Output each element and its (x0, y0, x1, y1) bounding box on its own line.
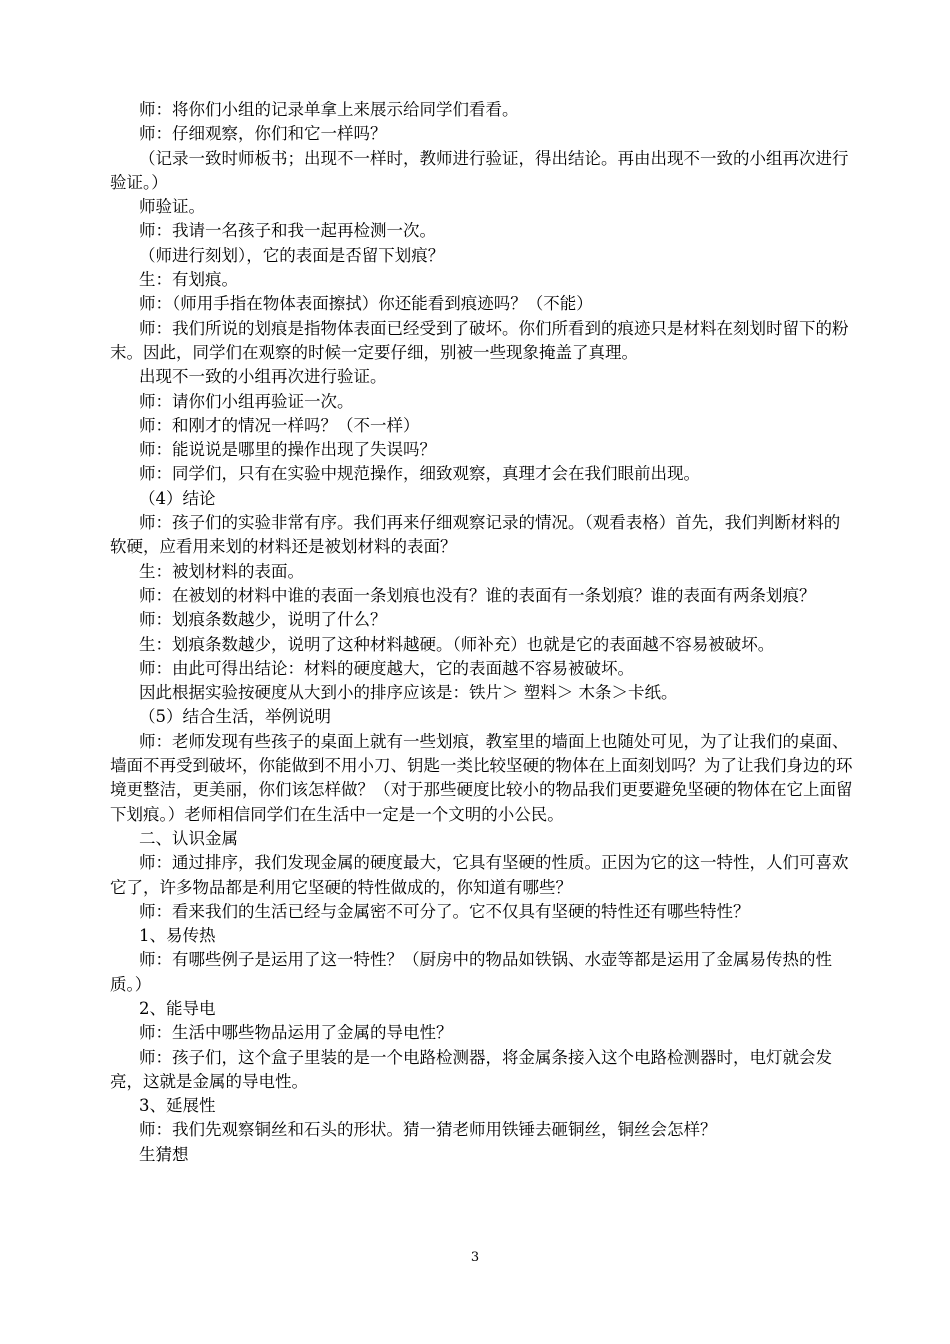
paragraph: 生：被划材料的表面。 (139, 561, 304, 581)
paragraph: 师：老师发现有些孩子的桌面上就有一些划痕，教室里的墙面上也随处可见，为了让我们的桌面、墙面不再受到破坏，你能做到不用小刀、钥匙一类比较坚硬的物体在上面刻划吗？为了让我们身边的环境更整洁，更美丽，你们该怎样做？（对于那些硬度比较小的物品我们更要避免坚硬的物体在它上面留下划痕。）老师相信同学们在生活中一定是一个文明的小公民。 (110, 731, 853, 824)
paragraph: 师：由此可得出结论：材料的硬度越大，它的表面越不容易被破坏。 (139, 658, 634, 678)
paragraph: 二、认识金属 (139, 828, 238, 848)
paragraph: 师：请你们小组再验证一次。 (139, 391, 354, 411)
paragraph: 师：将你们小组的记录单拿上来展示给同学们看看。 (139, 100, 519, 119)
paragraph: （5）结合生活，举例说明 (139, 707, 331, 727)
page-number: 3 (470, 1250, 480, 1265)
paragraph: 师：看来我们的生活已经与金属密不可分了。它不仅具有坚硬的特性还有哪些特性？ (139, 901, 750, 921)
paragraph: 生猜想 (139, 1144, 189, 1164)
paragraph: 师：能说说是哪里的操作出现了失误吗？ (139, 440, 436, 460)
paragraph: 师：我请一名孩子和我一起再检测一次。 (139, 221, 436, 241)
paragraph: 师：同学们，只有在实验中规范操作，细致观察，真理才会在我们眼前出现。 (139, 464, 700, 484)
paragraph: 因此根据实验按硬度从大到小的排序应该是：铁片＞ 塑料＞ 木条＞卡纸。 (139, 683, 678, 703)
paragraph: 1、易传热 (139, 926, 216, 946)
paragraph: 师：生活中哪些物品运用了金属的导电性？ (139, 1023, 453, 1043)
paragraph: （师进行刻划），它的表面是否留下划痕？ (139, 245, 445, 265)
paragraph: 生：划痕条数越少，说明了这种材料越硬。（师补充）也就是它的表面越不容易被破坏。 (139, 634, 775, 654)
paragraph: 师：有哪些例子是运用了这一特性？（厨房中的物品如铁锅、水壶等都是运用了金属易传热的性质。） (110, 950, 832, 994)
paragraph: （4）结论 (139, 488, 216, 508)
paragraph: 师：在被划的材料中谁的表面一条划痕也没有？谁的表面有一条划痕？谁的表面有两条划痕？ (139, 585, 816, 605)
paragraph: 出现不一致的小组再次进行验证。 (139, 367, 387, 387)
paragraph: 师：我们先观察铜丝和石头的形状。猜一猜老师用铁锤去砸铜丝，铜丝会怎样？ (139, 1120, 717, 1140)
paragraph: （记录一致时师板书；出现不一样时，教师进行验证，得出结论。再由出现不一致的小组再次进行验证。） (110, 148, 849, 192)
document-body (110, 98, 855, 1167)
paragraph: 师：孩子们的实验非常有序。我们再来仔细观察记录的情况。（观看表格）首先，我们判断材料的软硬，应看用来划的材料还是被划材料的表面？ (110, 513, 841, 557)
paragraph: 师：通过排序，我们发现金属的硬度最大，它具有坚硬的性质。正因为它的这一特性，人们可喜欢它了，许多物品都是利用它坚硬的特性做成的，你知道有哪些？ (110, 853, 849, 897)
paragraph: 师验证。 (139, 197, 205, 217)
paragraph: 师：和刚才的情况一样吗？（不一样） (139, 415, 420, 435)
paragraph: 3、延展性 (139, 1096, 216, 1116)
paragraph: 生：有划痕。 (139, 270, 238, 290)
paragraph: 师：孩子们，这个盒子里装的是一个电路检测器，将金属条接入这个电路检测器时，电灯就会发亮，这就是金属的导电性。 (110, 1047, 832, 1091)
paragraph: 师：仔细观察，你们和它一样吗？ (139, 124, 387, 144)
paragraph: 师：划痕条数越少，说明了什么？ (139, 610, 387, 630)
paragraph: 师：（师用手指在物体表面擦拭）你还能看到痕迹吗？（不能） (139, 294, 593, 314)
paragraph: 2、能导电 (139, 998, 216, 1018)
paragraph: 师：我们所说的划痕是指物体表面已经受到了破坏。你们所看到的痕迹只是材料在刻划时留下的粉末。因此，同学们在观察的时候一定要仔细，别被一些现象掩盖了真理。 (110, 318, 849, 362)
